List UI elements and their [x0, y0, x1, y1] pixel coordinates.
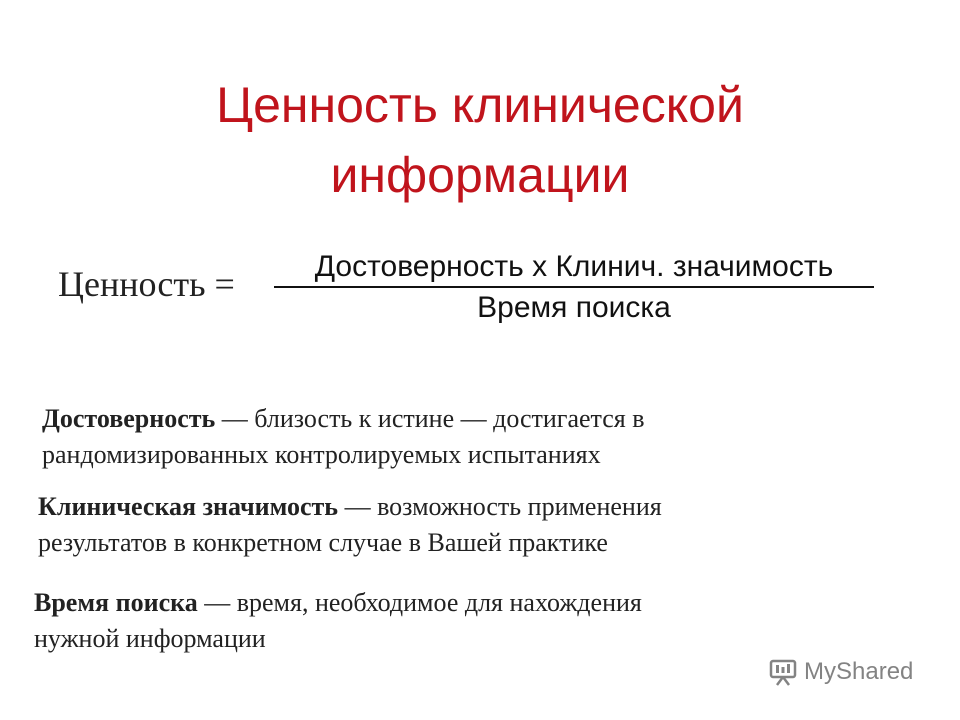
formula-fraction	[274, 248, 874, 327]
definition-search-time	[34, 585, 854, 657]
definition-term: Время поиска	[34, 588, 198, 617]
presentation-board-icon	[768, 657, 798, 687]
definition-text: — время, необходимое для нахождения	[197, 588, 642, 617]
slide-title	[0, 70, 960, 210]
definition-reliability	[42, 401, 842, 473]
formula-numerator: Достоверность х Клинич. значимость	[314, 250, 834, 283]
watermark-text: MyShared	[804, 658, 914, 685]
watermark	[768, 657, 913, 687]
definition-term: Клиническая значимость	[38, 492, 339, 521]
slide-title-line-2: информации	[330, 147, 630, 203]
definition-term: Достоверность	[42, 404, 216, 433]
definition-text-continued: нужной информации	[34, 624, 266, 653]
definition-text-continued: результатов в конкретном случае в Вашей практике	[38, 528, 608, 557]
slide-title-line-1: Ценность клинической	[216, 77, 744, 133]
definition-clinical-significance	[38, 489, 858, 561]
definition-text: — близость к истине — достигается в	[215, 404, 645, 433]
formula-label: Ценность =	[58, 264, 235, 304]
fraction-bar	[274, 286, 874, 288]
definition-text-continued: рандомизированных контролируемых испытаниях	[42, 440, 601, 469]
definition-text: — возможность применения	[338, 492, 662, 521]
formula-denominator: Время поиска	[477, 291, 671, 324]
